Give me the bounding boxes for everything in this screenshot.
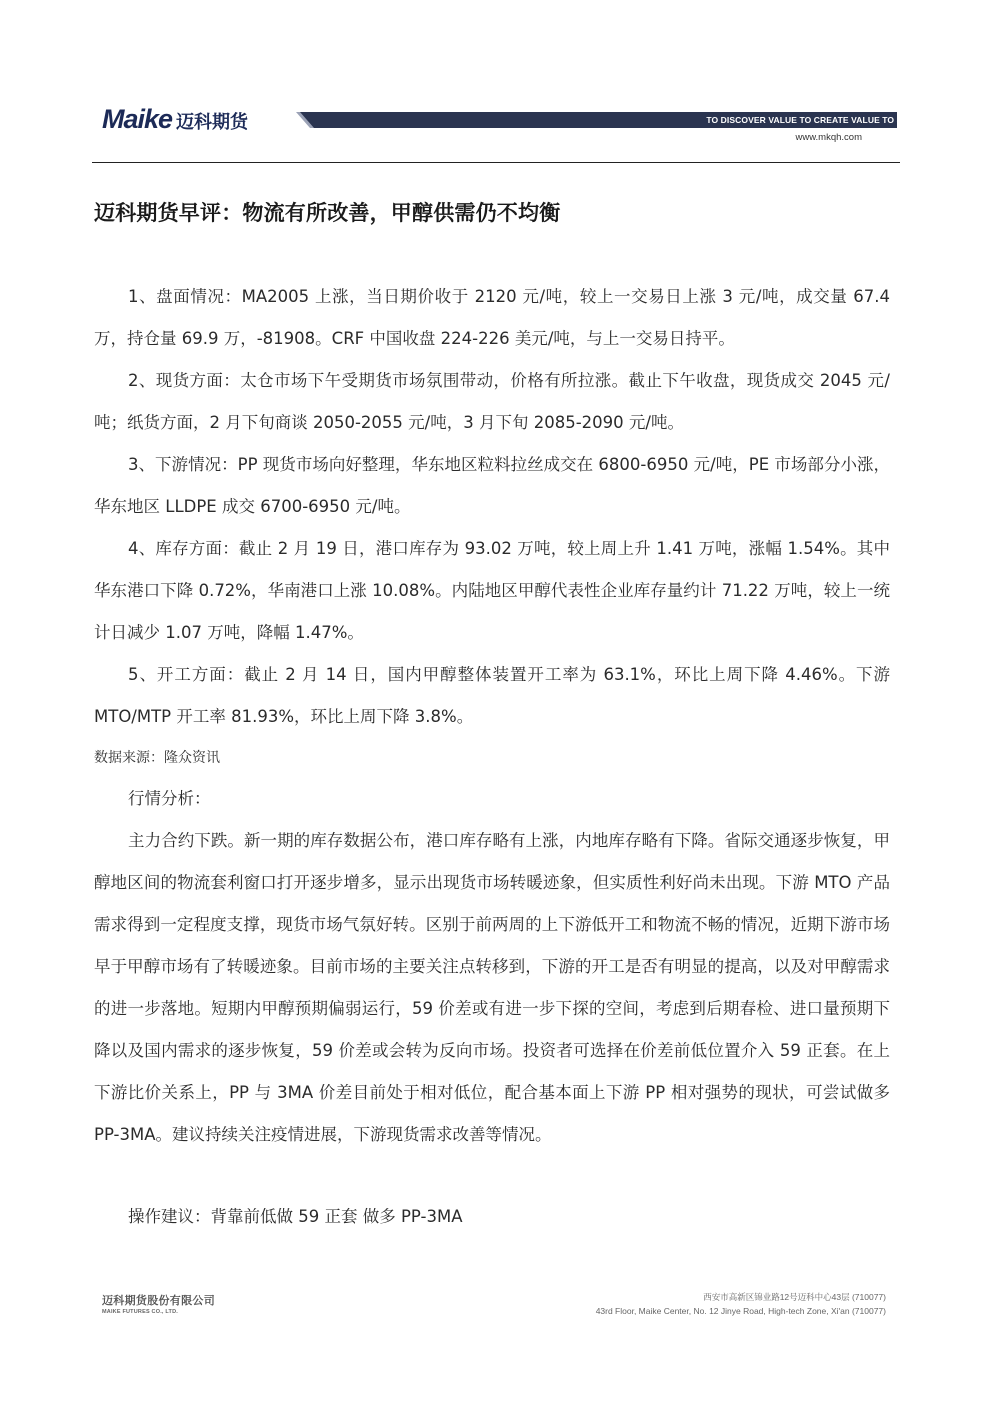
footer-company-en: MAIKE FUTURES CO., LTD. xyxy=(102,1309,178,1315)
footer-company-cn: 迈科期货股份有限公司 xyxy=(102,1294,215,1307)
paragraph-operating-rate: 5、开工方面：截止 2 月 14 日，国内甲醇整体装置开工率为 63.1%，环比上周下降 4.46%。下游 MTO/MTP 开工率 81.93%，环比上周下降 3.8%。 xyxy=(94,665,890,726)
page-header xyxy=(0,0,992,170)
footer-company xyxy=(102,1292,215,1315)
company-logo xyxy=(102,104,248,134)
report-body xyxy=(94,276,890,1238)
data-source: 数据来源：隆众资讯 xyxy=(94,750,220,766)
paragraph-downstream: 3、下游情况：PP 现货市场向好整理，华东地区粒料拉丝成交在 6800-6950 元/吨，PE 市场部分小涨，华东地区 LLDPE 成交 6700-6950 元/吨。 xyxy=(94,455,890,516)
analysis-heading: 行情分析： xyxy=(128,789,211,808)
footer-address-cn: 西安市高新区锦业路12号迈科中心43层 (710077) xyxy=(703,1292,886,1302)
header-website: www.mkqh.com xyxy=(795,132,862,143)
analysis-text: 主力合约下跌。新一期的库存数据公布，港口库存略有上涨，内地库存略有下降。省际交通逐步恢复，甲醇地区间的物流套利窗口打开逐步增多，显示出现货市场转暖迹象，但实质性利好尚未出现。下游 MTO 产品需求得到一定程度支撑，现货市场气氛好转。区别于前两周的上下游低开工和物流不畅的情况，近期下游市场早于甲醇市场有了转暖迹象。目前市场的主要关注点转移到，下游的开工是否有明显的提高，以及对甲醇需求的进一步落地。短期内甲醇预期偏弱运行，59 价差或有进一步下探的空间，考虑到后期春检、进口量预期下降以及国内需求的逐步恢复，59 价差或会转为反向市场。投资者可选择在价差前低位置介入 59 正套。在上下游比价关系上，PP 与 3MA 价差目前处于相对低位，配合基本面上下游 PP 相对强势的现状，可尝试做多 PP-3MA。建议持续关注疫情进展，下游现货需求改善等情况。 xyxy=(94,831,890,1144)
header-slogan: TO DISCOVER VALUE TO CREATE VALUE TO SHARE VALUE xyxy=(706,115,958,125)
trading-advice: 操作建议：背靠前低做 59 正套 做多 PP-3MA xyxy=(128,1207,463,1226)
footer-address xyxy=(596,1290,886,1318)
page-title: 迈科期货早评：物流有所改善，甲醇供需仍不均衡 xyxy=(94,201,561,225)
paragraph-inventory: 4、库存方面：截止 2 月 19 日，港口库存为 93.02 万吨，较上周上升 1.41 万吨，涨幅 1.54%。其中华东港口下降 0.72%，华南港口上涨 10.08%。内陆地区甲醇代表性企业库存量约计 71.22 万吨，较上一统计日减少 1.07 万吨，降幅 1.47%。 xyxy=(94,539,890,642)
logo-chinese-text: 迈科期货 xyxy=(176,112,249,133)
paragraph-spot: 2、现货方面：太仓市场下午受期货市场氛围带动，价格有所拉涨。截止下午收盘，现货成交 2045 元/吨；纸货方面，2 月下旬商谈 2050-2055 元/吨，3 月下旬 2085-2090 元/吨。 xyxy=(94,371,890,432)
header-divider xyxy=(92,162,900,163)
footer-address-en: 43rd Floor, Maike Center, No. 12 Jinye Road, High-tech Zone, Xi'an (710077) xyxy=(595,1306,886,1316)
paragraph-market: 1、盘面情况：MA2005 上涨，当日期价收于 2120 元/吨，较上一交易日上涨 3 元/吨，成交量 67.4 万，持仓量 69.9 万，-81908。CRF 中国收盘 224-226 美元/吨，与上一交易日持平。 xyxy=(94,287,890,348)
logo-latin-text: Maike xyxy=(102,104,173,134)
